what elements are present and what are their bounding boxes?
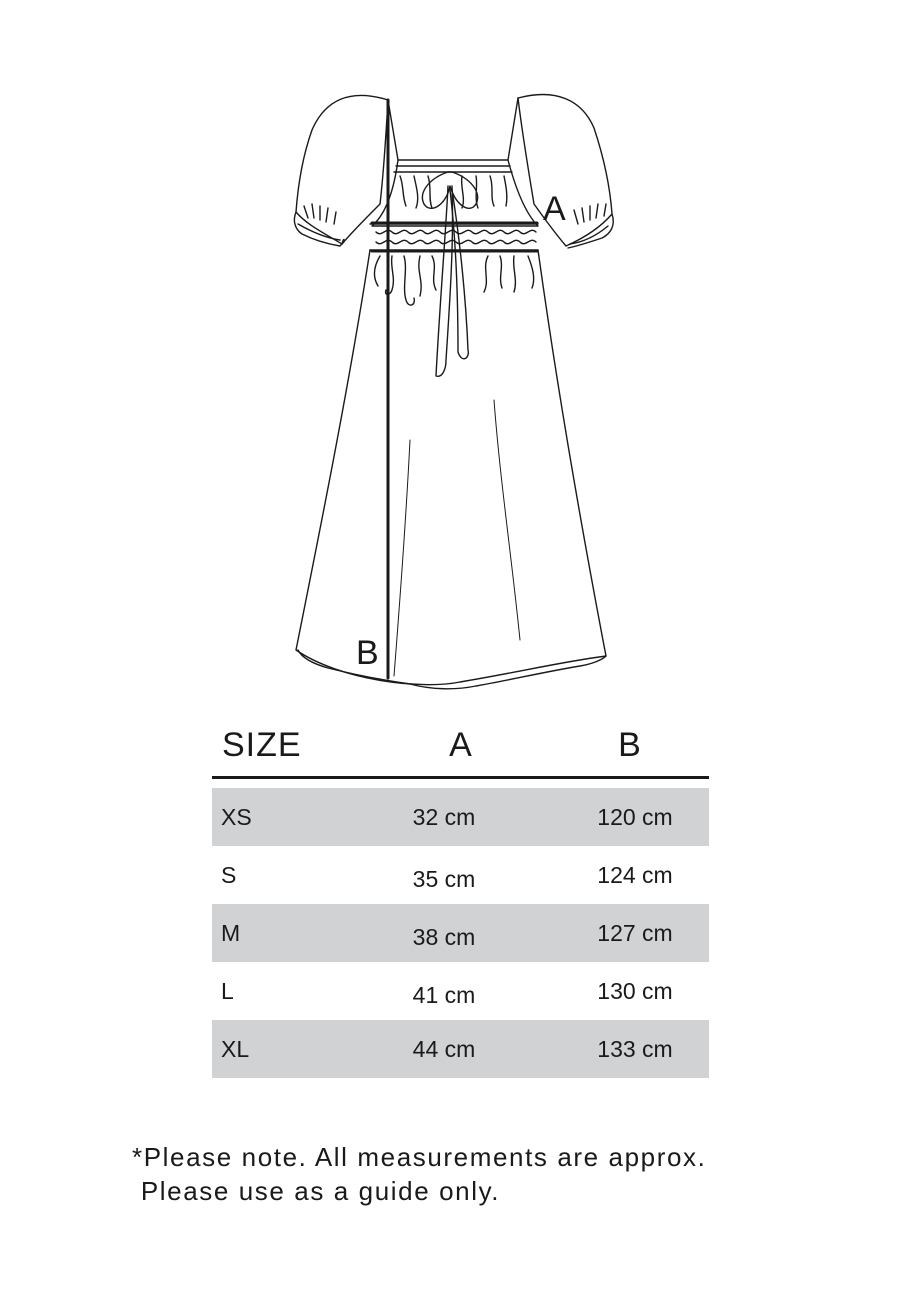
measurement-note bbox=[132, 1140, 706, 1208]
size-table bbox=[212, 720, 709, 1078]
cell-a: 35 cm bbox=[412, 866, 476, 892]
cell-size: M bbox=[221, 920, 241, 946]
cell-b: 127 cm bbox=[597, 920, 673, 946]
cell-a: 32 cm bbox=[412, 804, 476, 830]
cell-a: 44 cm bbox=[412, 1036, 476, 1062]
skirt bbox=[296, 250, 606, 685]
cell-a: 41 cm bbox=[412, 982, 476, 1008]
cell-b: 124 cm bbox=[597, 862, 673, 888]
table-row bbox=[212, 788, 709, 846]
table-body bbox=[212, 788, 709, 1078]
cell-b: 133 cm bbox=[597, 1036, 673, 1062]
cell-size: S bbox=[221, 862, 237, 888]
table-row bbox=[212, 1020, 709, 1078]
header-b: B bbox=[618, 726, 642, 764]
smocked-bodice bbox=[372, 160, 538, 226]
cell-size: XL bbox=[221, 1036, 250, 1062]
table-row bbox=[212, 846, 709, 904]
label-b: B bbox=[356, 634, 379, 672]
header-size: SIZE bbox=[222, 726, 302, 764]
cell-a: 38 cm bbox=[412, 924, 476, 950]
label-a: A bbox=[543, 190, 566, 228]
note-line-2: Please use as a guide only. bbox=[132, 1176, 501, 1206]
table-row bbox=[212, 962, 709, 1020]
cell-b: 120 cm bbox=[597, 804, 673, 830]
cell-b: 130 cm bbox=[597, 978, 673, 1004]
table-row bbox=[212, 904, 709, 962]
table-header bbox=[212, 720, 709, 779]
note-line-1: *Please note. All measurements are approx. bbox=[132, 1142, 707, 1172]
cell-size: XS bbox=[221, 804, 252, 830]
neckline bbox=[388, 98, 518, 160]
cell-size: L bbox=[221, 978, 234, 1004]
header-a: A bbox=[449, 726, 473, 764]
